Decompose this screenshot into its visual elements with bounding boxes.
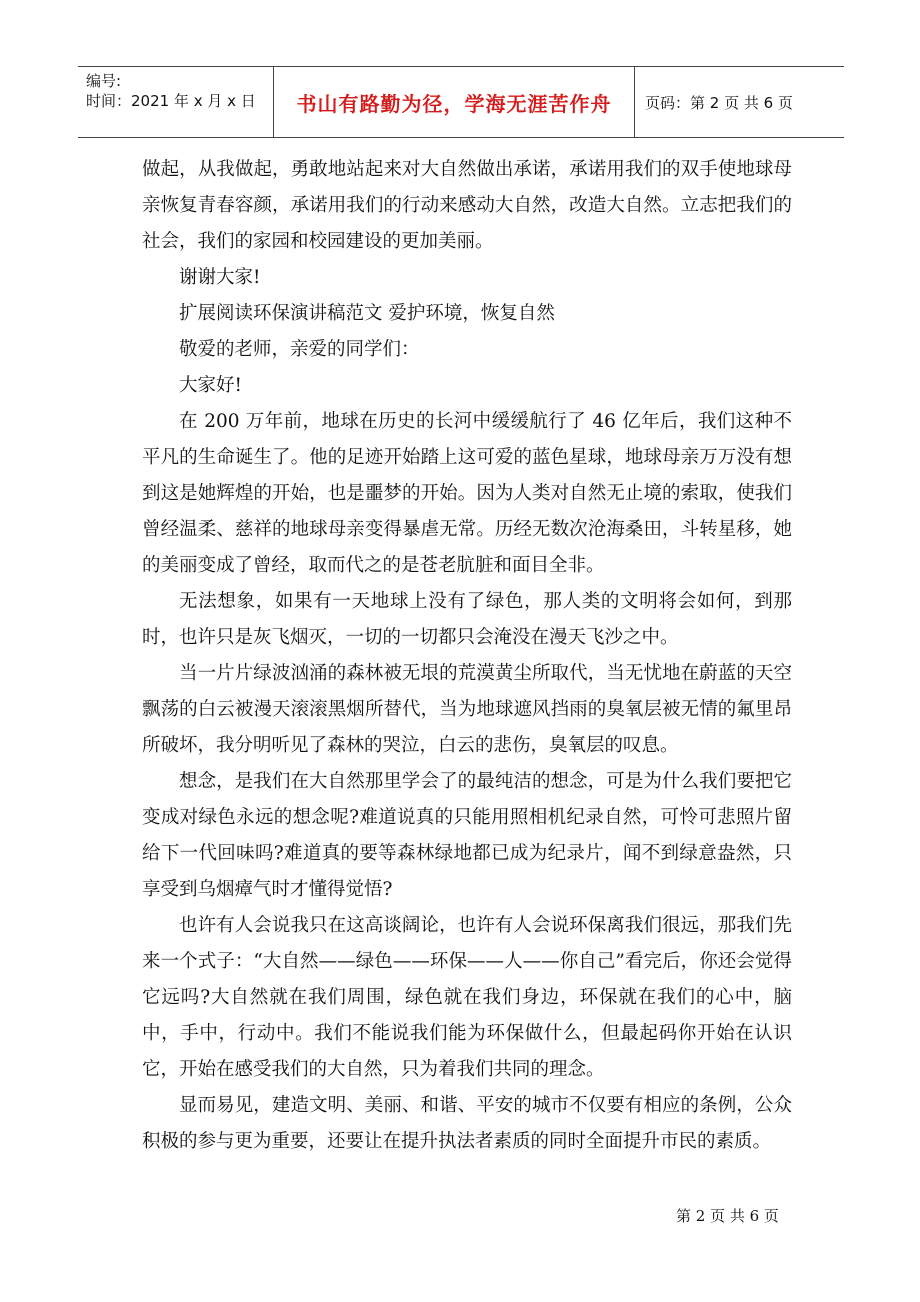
paragraph-body: 在 200 万年前，地球在历史的长河中缓缓航行了 46 亿年后，我们这种不平凡的生命诞生了。他的足迹开始踏上这可爱的蓝色星球，地球母亲万万没有想到这是她辉煌的开始，也是噩梦的开始。因为人类对自然无止境的索取，使我们曾经温柔、慈祥的地球母亲变得暴虐无常。历经无数次沧海桑田，斗转星移，她的美丽变成了曾经，取而代之的是苍老肮脏和面目全非。 — [142, 411, 792, 576]
document-date: 时间：2021 年 x 月 x 日 — [86, 92, 256, 110]
paragraph-thanks: 谢谢大家! — [179, 267, 261, 288]
paragraph-body: 当一片片绿波汹涌的森林被无垠的荒漠黄尘所取代，当无忧地在蔚蓝的天空飘荡的白云被漫天滚滚黑烟所替代，当为地球遮风挡雨的臭氧层被无情的氟里昂所破坏，我分明听见了森林的哭泣，白云的悲伤，臭氧层的叹息。 — [142, 663, 792, 756]
header-motto: 书山有路勤为径，学海无涯苦作舟 — [296, 91, 612, 116]
paragraph-section-title: 扩展阅读环保演讲稿范文 爱护环境，恢复自然 — [179, 303, 555, 324]
page-footer: 第 2 页 共 6 页 — [676, 1207, 779, 1225]
paragraph-continuation: 做起，从我做起，勇敢地站起来对大自然做出承诺，承诺用我们的双手使地球母亲恢复青春容颜，承诺用我们的行动来感动大自然，改造大自然。立志把我们的社会，我们的家园和校园建设的更加美丽。 — [142, 159, 792, 252]
document-body — [142, 152, 792, 1160]
header-page-number: 页码：第 2 页 共 6 页 — [645, 93, 793, 112]
paragraph-body: 想念，是我们在大自然那里学会了的最纯洁的想念，可是为什么我们要把它变成对绿色永远的想念呢?难道说真的只能用照相机纪录自然，可怜可悲照片留给下一代回味吗?难道真的要等森林绿地都已成为纪录片，闻不到绿意盎然，只享受到乌烟瘴气时才懂得觉悟? — [142, 771, 792, 900]
paragraph-salutation: 敬爱的老师，亲爱的同学们： — [179, 339, 420, 360]
document-number-label: 编号: — [86, 72, 122, 90]
paragraph-body: 也许有人会说我只在这高谈阔论，也许有人会说环保离我们很远，那我们先来一个式子：“大自然——绿色——环保——人——你自己”看完后，你还会觉得它远吗?大自然就在我们周围，绿色就在我们身边，环保就在我们的心中，脑中，手中，行动中。我们不能说我们能为环保做什么，但最起码你开始在认识它，开始在感受我们的大自然，只为着我们共同的理念。 — [142, 915, 792, 1080]
header-meta — [78, 67, 274, 137]
header-motto-cell — [274, 67, 635, 137]
paragraph-body: 显而易见，建造文明、美丽、和谐、平安的城市不仅要有相应的条例，公众积极的参与更为重要，还要让在提升执法者素质的同时全面提升市民的素质。 — [142, 1095, 792, 1152]
header-page-cell — [635, 67, 844, 137]
paragraph-greeting: 大家好! — [179, 375, 242, 396]
paragraph-body: 无法想象，如果有一天地球上没有了绿色，那人类的文明将会如何，到那时，也许只是灰飞烟灭，一切的一切都只会淹没在漫天飞沙之中。 — [142, 591, 792, 648]
page-header — [78, 66, 844, 138]
